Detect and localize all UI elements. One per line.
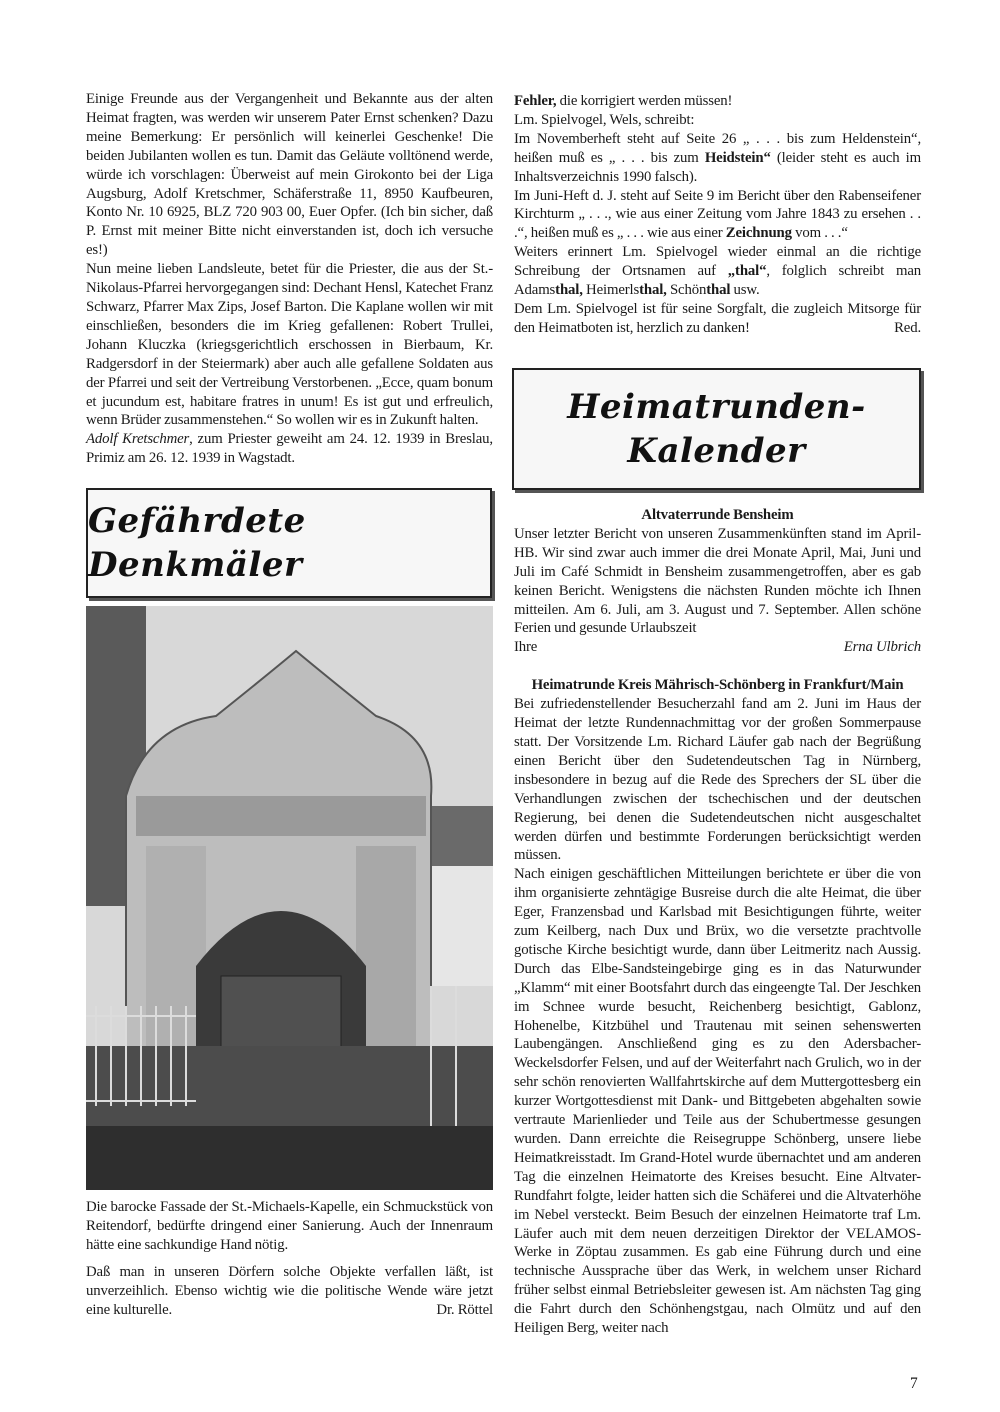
paragraph	[514, 243, 921, 300]
paragraph: Einige Freunde aus der Vergangenheit und Bekannte aus der alten Heimat fragten, was werden wir unserem Pater Ernst schenken? Dazu meine Bemerkung: Er persönlich will keinerlei Geschenke! Die beiden Jubilanten wollen es tun. Damit das Geläute volltönend werde, würde ich vorschlagen: Überweist auf mein Girokonto bei der Liga Augsburg, Adolf Kretschmer, Schäferstraße 11, 8950 Kaufbeuren, Konto Nr. 10 6925, BLZ 720 903 00, Euer Opfer. (Ich bin sicher, daß P. Ernst mit meiner Bitte nicht einverstanden ist, doch ich versuche es!)	[86, 91, 493, 259]
text: Schön	[666, 282, 707, 299]
text: usw.	[730, 282, 760, 299]
paragraph	[514, 92, 921, 111]
paragraph: Daß man in unseren Dörfern solche Objekte verfallen läßt, ist unverzeihlich. Ebenso wichtig wie die politische Wende wäre jetzt eine kulturelle.	[86, 1263, 493, 1318]
left-column-text	[86, 90, 493, 468]
text: die korrigiert werden müssen!	[556, 93, 733, 109]
bold-text: thal	[706, 282, 731, 299]
paragraph	[514, 187, 921, 244]
author-signature: Dr. Röttel	[436, 1301, 493, 1318]
author-signature: Erna Ulbrich	[843, 639, 921, 656]
section-title-box	[86, 488, 492, 598]
right-column-corrections	[514, 92, 921, 338]
paragraph: Unser letzter Bericht von unseren Zusammenkünften stand im April-HB. Wir sind zwar auch immer die drei Monate April, Mai, Juni und Juli im Café Schmidt in Bensheim zusammengetroffen, aber es gab keinen Bericht. Wenigstens die nächsten Runden möchte ich Ihnen mitteilen. Am 6. Juli, am 3. August und 7. September. Allen schöne Ferien und gesunde Urlaubszeit	[514, 525, 921, 637]
paragraph: Bei zufriedenstellender Besucherzahl fand am 2. Juni im Haus der Heimat der letzte Rundennachmittag vor der großen Sommerpause statt. Der Vorsitzende Lm. Richard Läufer gab nach der Begrüßung einen Bericht über den Sudetendeutschen Tag in Nürnberg, insbesondere in bezug auf die Rede des Sprechers der SL über die Verhandlungen zwischen der tschechischen und der deutschen Regierung, bei denen die Sudetendeutschen nicht ausgeschaltet werden dürfen und bestimmte Forderungen berücksichtigt werden müssen.	[514, 696, 921, 864]
photo-caption: Die barocke Fassade der St.-Michaels-Kapelle, ein Schmuckstück von Reitendorf, bedürfte dringend einer Sanierung. Auch der Innenraum hätte eine sachkundige Hand nötig.	[86, 1199, 493, 1253]
paragraph	[86, 430, 493, 468]
section-title-line1: Heimatrunden-	[567, 387, 866, 427]
bold-text: Zeichnung	[725, 225, 792, 242]
text: Ihre	[514, 639, 538, 656]
bold-text: Heidstein“	[704, 149, 771, 166]
text: Im Novemberheft steht auf Seite 26 „ . . . bis zum Heldenstein“, heißen muß es „ . . . bis zum	[514, 130, 921, 166]
text: Weiters erinnert Lm. Spielvogel wieder einmal an die richtige Schreibung der Ortsnamen auf	[514, 244, 921, 280]
bold-text: „thal“	[727, 263, 767, 280]
author-signature: Red.	[894, 319, 921, 336]
text: Heimerls	[582, 282, 640, 299]
bold-text: thal,	[639, 282, 667, 299]
text: (leider steht es auch im Inhaltsverzeichnis 1990 falsch).	[514, 149, 921, 185]
page-number: 7	[910, 1375, 918, 1392]
paragraph: Nun meine lieben Landsleute, betet für die Priester, die aus der St.-Nikolaus-Pfarrei hervorgegangen sind: Dechant Hensl, Katechet Franz Schwarz, Pfarrer Max Zips, Josef Barton. Die Kaplane wollen wir mit einschließen, besonders die im Krieg gefallenen: Robert Trullei, Johann Kluczka (kriegsgerichtlich erschossen in Bierbaum, Kr. Radgersdorf in der Steiermark) aber auch alle gefallene Soldaten aus der Pfarrei und seit der Vertreibung Verstorbenen. „Ecce, quam bonum et jucundum est, habitare fratres in unum! Es ist gut und erfreulich, wenn Brüder zusammenstehen.“ So wollen wir es in Zukunft halten.	[86, 261, 493, 429]
text: , folglich schreibt man Adams	[514, 263, 921, 299]
paragraph: Lm. Spielvogel, Wels, schreibt:	[514, 111, 695, 128]
right-column-reports	[514, 506, 921, 1338]
article-heading: Heimatrunde Kreis Mährisch-Schönberg in Frankfurt/Main	[531, 677, 904, 694]
text: vom . . .“	[791, 225, 848, 242]
paragraph: Dem Lm. Spielvogel ist für seine Sorgfalt, die zugleich Mitsorge für den Heimatboten ist, herzlich zu danken!	[514, 300, 921, 336]
section-title-box	[512, 368, 921, 490]
paragraph-text: , zum Priester geweiht am 24. 12. 1939 in Breslau, Primiz am 26. 12. 1939 in Wagstadt.	[86, 431, 493, 467]
article-heading: Altvaterrunde Bensheim	[641, 507, 794, 523]
bold-text: Fehler,	[514, 93, 557, 109]
section-title: Gefährdete Denkmäler	[88, 501, 306, 585]
paragraph: Nach einigen geschäftlichen Mitteilungen berichtete er über die von ihm organisierte zehntägige Busreise durch die alte Heimat, die über Eger, Franzensbad und Karlsbad mit Besichtigungen führte, weiter zum Keilberg, nach Dux und Brüx, wo die versetzte prachtvolle gotische Kirche besichtigt wurde, dann über Leitmeritz nach Aussig. Durch das Elbe-Sandsteingebirge ging es in das Naturwunder „Klamm“ mit einer Bootsfahrt durch das eingeengte Tal. Der Jeschken im Schnee wurde besucht, Reichenberg besichtigt, Gablonz, Hohenelbe, Kitzbühel und Trautenau mit seinen sehenswerten Laubengängen. Anschließend ging es zu den Adersbacher-Weckelsdorfer Felsen, und auf der Weiterfahrt nach Grulich, wo in der sehr schön renovierten Wallfahrtskirche auf dem Muttergottesberg ein kurzer Wortgottesdienst mit Dank- und Bittgebeten abgehalten sowie vertraute Marienlieder und Teile aus der Schubertmesse gesungen wurden. Dann erreichte die Reisegruppe Schönberg, unsere liebe Heimatkreisstadt. Im Grand-Hotel wurde übernachtet und am anderen Tag die einzelnen Heimatorte des Kreises besucht. Eine Altvater-Rundfahrt folgte, leider hatten sich die Schäferei und die Altvaterhöhe im Nebel versteckt. Beim Besuch der einzelnen Heimatorte traf Lm. Läufer auch mit dem neuen derzeitigen Direktor der VELAMOS-Werke in Zöptau zusammen. Es gab eine Führung durch und eine technische Aussprache über das Werk, in welchem unser Richard früher selbst einmal Betriebsleiter gewesen ist. Am nächsten Tag ging die Fahrt durch den Schönhengstgau, nach Olmütz und auf den Heiligen Berg, weiter nach	[514, 866, 921, 1337]
photo-chapel-facade	[86, 606, 493, 1190]
paragraph	[514, 130, 921, 187]
section-title-line2: Kalender	[627, 431, 806, 471]
signature-line	[514, 638, 921, 657]
bold-text: thal,	[555, 282, 583, 299]
author-name: Adolf Kretschmer	[86, 431, 190, 448]
text: Im Juni-Heft d. J. steht auf Seite 9 im Bericht über den Rabenseifener Kirchturm „ . . ., wie aus einer Zeitung vom Jahre 1843 zu ersehen . . .“, heißen muß es „ . . . wie aus einer	[514, 187, 921, 242]
caption-block	[86, 1198, 493, 1319]
